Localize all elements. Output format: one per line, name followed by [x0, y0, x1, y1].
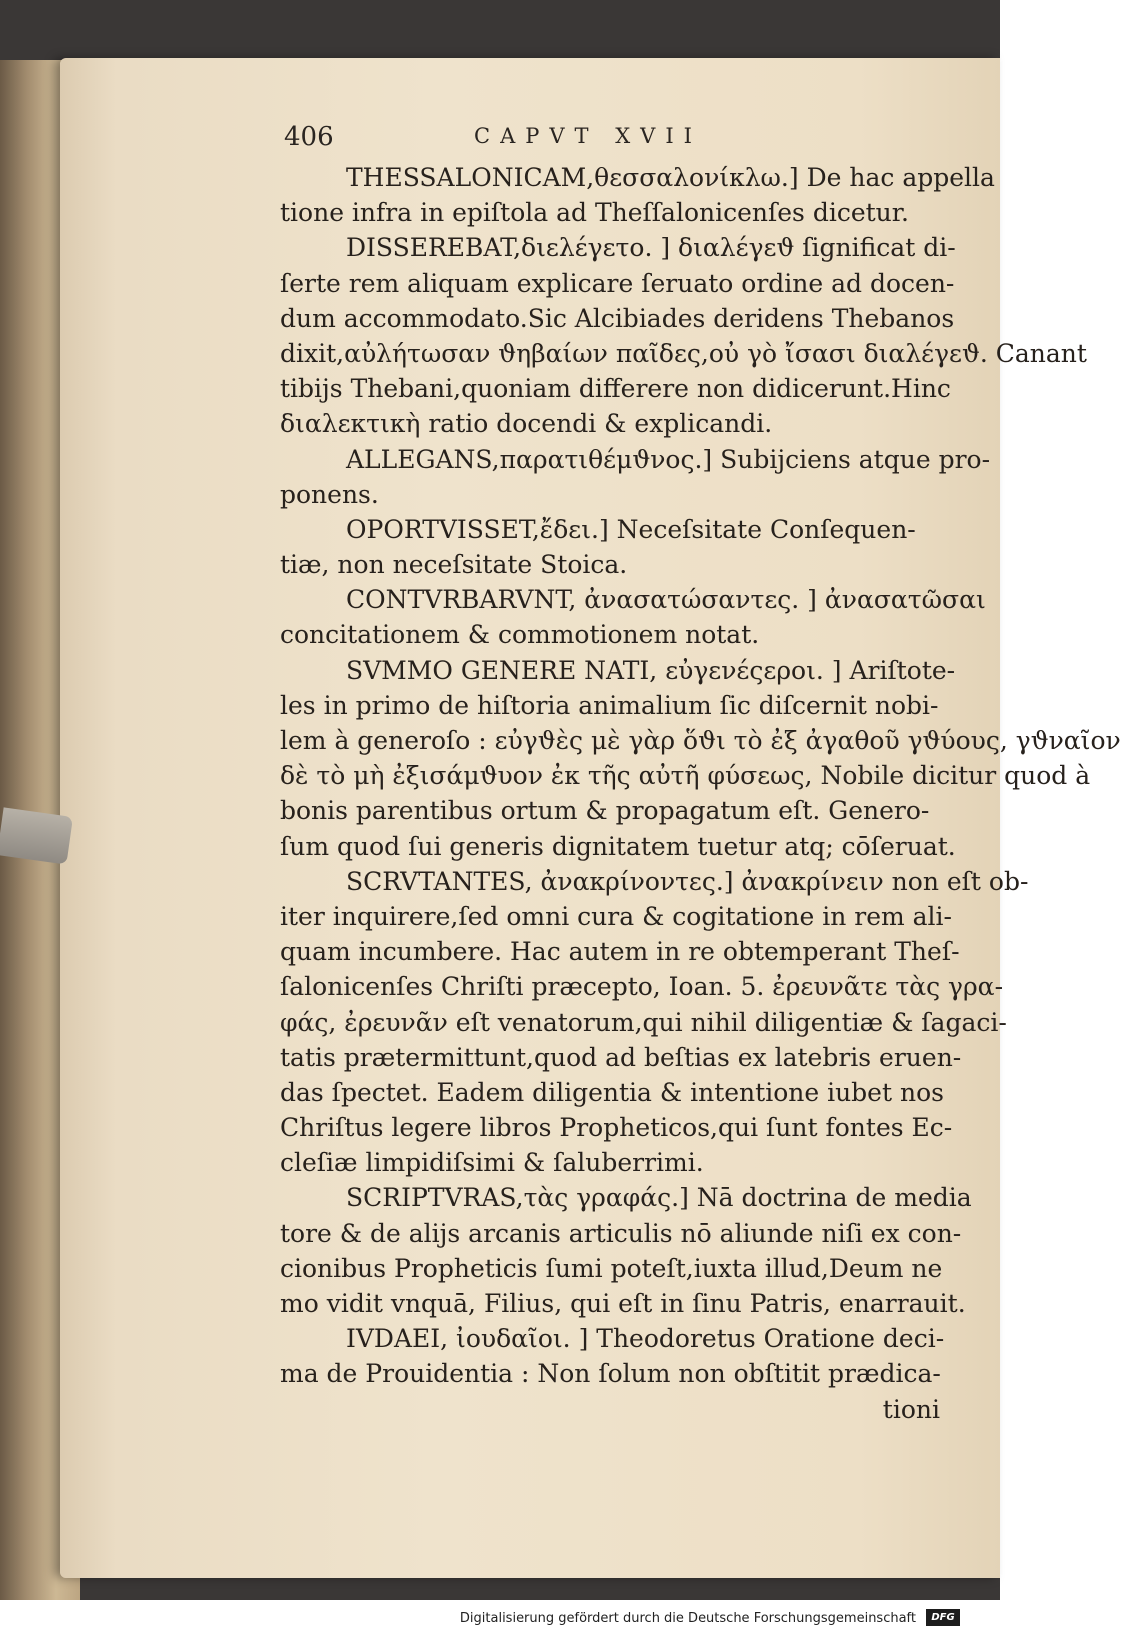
text-line: SCRIPTVRAS,τὰς γραφάς.] Nā doctrina de media	[346, 1183, 972, 1213]
text-line: dixit,αὐλήτωσαν ϑηβαίων παῖδες,οὐ γὸ ἴσασι διαλέγεϑ. Canant	[280, 338, 1087, 368]
text-line: dum accommodato.Sic Alcibiades deridens Thebanos	[280, 303, 955, 333]
text-line: ſum quod ſui generis dignitatem tuetur atq; cōſeruat.	[280, 831, 956, 861]
text-line: DISSEREBAT,διελέγετο. ] διαλέγεϑ ſignificat di-	[346, 233, 956, 263]
text-line: δὲ τὸ μὴ ἐξισάμϑυον ἐκ τῆς αὐτῆ φύσεως, Nobile dicitur quod à	[280, 761, 1091, 791]
text-line: SVMMO GENERE NATI, εὐγενέςεροι. ] Ariſtote-	[346, 655, 956, 685]
page-header	[284, 120, 944, 160]
text-line: ALLEGANS,παρατιθέμϑνος.] Subijciens atque pro-	[346, 444, 991, 474]
text-line: tatis prætermittunt,quod ad beſtias ex latebris eruen-	[280, 1042, 962, 1072]
text-line: IVDAEI, ἰουδαῖοι. ] Theodoretus Oratione deci-	[346, 1324, 945, 1354]
text-line: SCRVTANTES, ἀνακρίνοντες.] ἀνακρίνειν non eſt ob-	[346, 866, 1029, 896]
bookmark-tab	[0, 807, 73, 864]
page-number: 406	[284, 122, 334, 152]
text-line: OPORTVISSET,ἔδει.] Neceſsitate Conſequen-	[346, 514, 916, 544]
text-line: ſalonicenſes Chriſti præcepto, Ioan. 5. ἐρευνᾶτε τὰς γρα-	[280, 972, 1004, 1002]
text-line: Chriſtus legere libros Propheticos,qui ſunt fontes Ec-	[280, 1113, 953, 1143]
text-line: tione infra in epiſtola ad Theſſalonicenſes dicetur.	[280, 198, 909, 228]
text-line: les in primo de hiſtoria animalium ſic diſcernit nobi-	[280, 690, 939, 720]
digitization-footer	[0, 1600, 1000, 1637]
text-line: iter inquirere,ſed omni cura & cogitatione in rem ali-	[280, 901, 952, 931]
funding-credit: Digitalisierung gefördert durch die Deutsche Forschungsgemeinschaft	[459, 1611, 916, 1626]
text-line: tioni	[882, 1394, 940, 1424]
text-line: THESSALONICAM,θεσσαλονίκλω.] De hac appella	[346, 163, 995, 192]
text-line: concitationem & commotionem notat.	[280, 620, 760, 650]
text-line: διαλεκτικὴ ratio docendi & explicandi.	[280, 409, 773, 439]
text-line: bonis parentibus ortum & propagatum eſt. Genero-	[280, 796, 930, 826]
text-line: φάς, ἐρευνᾶν eſt venatorum,qui nihil diligentiæ & ſagaci-	[280, 1007, 1007, 1037]
text-line: tibijs Thebani,quoniam differere non didicerunt.Hinc	[280, 374, 951, 404]
text-line: cionibus Propheticis ſumi poteſt,iuxta illud,Deum ne	[280, 1253, 943, 1283]
text-line: ponens.	[280, 479, 379, 509]
body-text	[280, 160, 1121, 1427]
text-line: CONTVRBARVNT, ἀνασατώσαντες. ] ἀνασατῶσαι	[346, 585, 986, 615]
running-head: CAPVT XVII	[474, 124, 702, 148]
text-line: ſerte rem aliquam explicare ſeruato ordine ad docen-	[280, 268, 955, 298]
text-line: cleſiæ limpidiſsimi & ſaluberrimi.	[280, 1148, 704, 1178]
text-line: tore & de alijs arcanis articulis nō aliunde niſi ex con-	[280, 1218, 962, 1248]
text-line: das ſpectet. Eadem diligentia & intentione iubet nos	[280, 1077, 944, 1107]
text-line: mo vidit vnquā, Filius, qui eſt in ſinu Patris, enarrauit.	[280, 1289, 966, 1318]
text-line: tiæ, non neceſsitate Stoica.	[280, 550, 628, 580]
text-line: quam incumbere. Hac autem in re obtemperant Theſ-	[280, 937, 960, 967]
text-line: ma de Prouidentia : Non ſolum non obſtitit prædica-	[280, 1359, 941, 1389]
dfg-logo: DFG	[926, 1609, 960, 1626]
text-line: lem à generoſo : εὐγϑὲς μὲ γὰρ ὅϑι τὸ ἐξ ἀγαθοῦ γϑύους, γϑναῖον	[280, 726, 1121, 755]
